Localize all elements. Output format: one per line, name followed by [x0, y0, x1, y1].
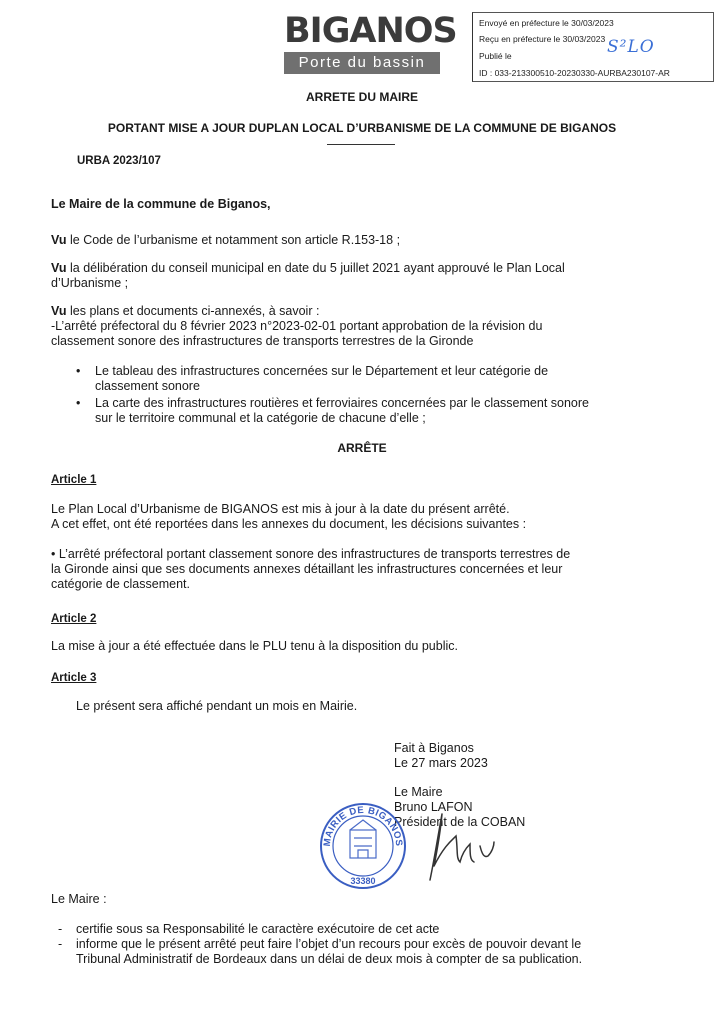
vu-text: les plans et documents ci-annexés, à savoir : [70, 304, 320, 318]
signatory-role: Le Maire [394, 785, 443, 799]
bullet-marker: • [76, 364, 81, 378]
article-1-p2: A cet effet, ont été reportées dans les annexes du document, les décisions suivantes : [51, 517, 527, 531]
mairie-seal [318, 800, 408, 896]
footer-item-2-l1: informe que le présent arrêté peut faire l’objet d’un recours pour excès de pouvoir devant le [76, 937, 582, 951]
reference: URBA 2023/107 [77, 155, 161, 167]
stamp-id: ID : 033-213300510-20230330-AURBA230107-AR [479, 68, 670, 78]
article-2-title: Article 2 [51, 613, 97, 625]
vu-text: le Code de l’urbanisme et notamment son article R.153-18 ; [70, 233, 401, 247]
signatory-title: Président de la COBAN [394, 815, 526, 829]
vu-lead: Vu [51, 233, 67, 247]
title-divider [327, 144, 395, 145]
article-1-bullet-l2: la Gironde ainsi que ses documents annexes détaillant les infrastructures concernées et leur [51, 562, 563, 576]
signatory-name: Bruno LAFON [394, 800, 473, 814]
document-subject: PORTANT MISE A JOUR DUPLAN LOCAL D’URBANISME DE LA COMMUNE DE BIGANOS [107, 121, 617, 135]
arrete-heading: ARRÊTE [337, 441, 387, 455]
article-1-bullet-l1: • L’arrêté préfectoral portant classement sonore des infrastructures de transports terrestres de [51, 547, 571, 561]
article-2-text: La mise à jour a été effectuée dans le PLU tenu à la disposition du public. [51, 639, 458, 653]
seal-text: MAIRIE DE BIGANOS [321, 804, 405, 847]
signing-place: Fait à Biganos [394, 741, 474, 755]
svg-text:MAIRIE DE BIGANOS [322, 805, 404, 847]
article-1-p1: Le Plan Local d’Urbanisme de BIGANOS est mis à jour à la date du présent arrêté. [51, 502, 510, 516]
vu-2-cont: d’Urbanisme ; [51, 276, 129, 290]
article-1-bullet-l3: catégorie de classement. [51, 577, 190, 591]
stamp-signature: S²LO [607, 37, 655, 57]
bullet-1-line2: classement sonore [95, 379, 200, 393]
seal-code: 33380 [350, 876, 376, 886]
signing-date: Le 27 mars 2023 [394, 756, 488, 770]
stamp-sent: Envoyé en préfecture le 30/03/2023 [479, 18, 614, 28]
footer-dash: - [58, 937, 63, 951]
logo-title: BIGANOS [284, 11, 457, 51]
footer-item-1: certifie sous sa Responsabilité le caractère exécutoire de cet acte [76, 922, 440, 936]
handwritten-signature [400, 806, 510, 886]
vu-2 [51, 261, 651, 276]
bullet-1-line1: Le tableau des infrastructures concernées sur le Département et leur catégorie de [95, 364, 549, 378]
footer-lead: Le Maire : [51, 892, 107, 906]
bullet-2-line2: sur le territoire communal et la catégorie de chacune d’elle ; [95, 411, 426, 425]
vu-text: la délibération du conseil municipal en date du 5 juillet 2021 ayant approuvé le Plan Local [70, 261, 565, 275]
footer-item-2-l2: Tribunal Administratif de Bordeaux dans un délai de deux mois à compter de sa publication. [76, 952, 583, 966]
document-heading: ARRETE DU MAIRE [305, 90, 418, 104]
stamp-received: Reçu en préfecture le 30/03/2023 [479, 34, 606, 44]
vu-3 [51, 304, 319, 319]
vu-3-line2: -L’arrêté préfectoral du 8 février 2023 n°2023-02-01 portant approbation de la révision du [51, 319, 543, 333]
article-1-title: Article 1 [51, 474, 97, 486]
bullet-2-line1: La carte des infrastructures routières et ferroviaires concernées par le classement sonore [95, 396, 589, 410]
logo-subtitle: Porte du bassin [284, 52, 440, 74]
vu-1 [51, 233, 400, 248]
footer-dash: - [58, 922, 63, 936]
vu-lead: Vu [51, 304, 67, 318]
bullet-marker: • [76, 396, 81, 410]
vu-lead: Vu [51, 261, 67, 275]
stamp-published: Publié le [479, 51, 512, 61]
article-3-title: Article 3 [51, 672, 97, 684]
vu-3-line3: classement sonore des infrastructures de transports terrestres de la Gironde [51, 334, 474, 348]
addressee: Le Maire de la commune de Biganos, [51, 197, 271, 211]
biganos-logo [284, 11, 457, 74]
prefecture-stamp [472, 12, 714, 82]
article-3-text: Le présent sera affiché pendant un mois en Mairie. [76, 699, 358, 713]
